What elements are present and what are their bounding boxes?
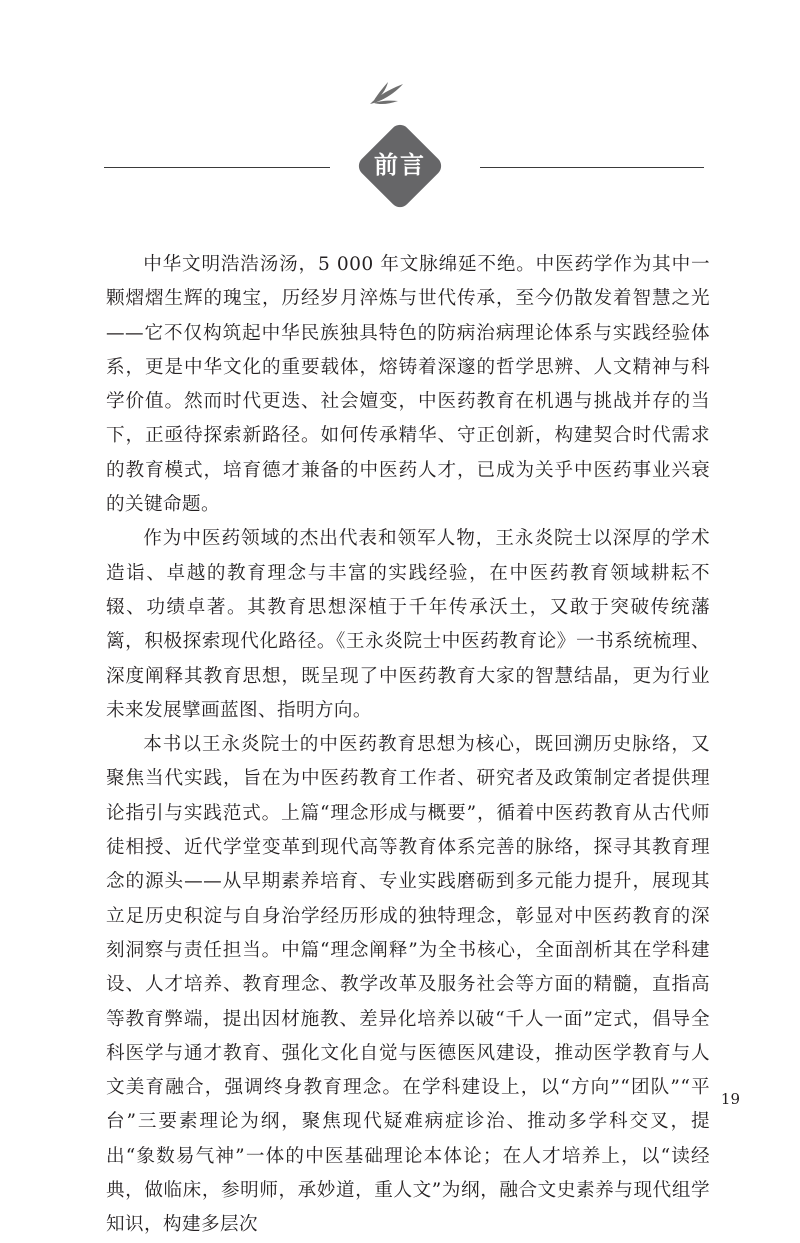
paragraph: 中华文明浩浩汤汤，5 000 年文脉绵延不绝。中医药学作为其中一颗熠熠生辉的瑰宝，历经岁月淬炼与世代传承，至今仍散发着智慧之光——它不仅构筑起中华民族独具特色的防病治病理论体系与实践经验体系，更是中华文化的重要载体，熔铸着深邃的哲学思辨、人文精神与科学价值。然而时代更迭、社会嬗变，中医药教育在机遇与挑战并存的当下，正亟待探索新路径。如何传承精华、守正创新，构建契合时代需求的教育模式，培育德才兼备的中医药人才，已成为关乎中医药事业兴衰的关键命题。 bbox=[106, 254, 710, 516]
bamboo-leaf-icon bbox=[368, 80, 406, 106]
chapter-header bbox=[0, 110, 800, 220]
chapter-title: 前言 bbox=[374, 150, 426, 179]
title-badge bbox=[355, 121, 445, 211]
preface-body bbox=[106, 248, 710, 1243]
header-rule-right bbox=[480, 167, 704, 168]
page-number: 19 bbox=[720, 1090, 740, 1108]
paragraph: 作为中医药领域的杰出代表和领军人物，王永炎院士以深厚的学术造诣、卓越的教育理念与丰富的实践经验，在中医药教育领域耕耘不辍、功绩卓著。其教育思想深植于千年传承沃土，又敢于突破传统藩篱，积极探索现代化路径。《王永炎院士中医药教育论》一书系统梳理、深度阐释其教育思想，既呈现了中医药教育大家的智慧结晶，更为行业未来发展擘画蓝图、指明方向。 bbox=[106, 528, 710, 721]
header-rule-left bbox=[104, 167, 330, 168]
paragraph: 本书以王永炎院士的中医药教育思想为核心，既回溯历史脉络，又聚焦当代实践，旨在为中医药教育工作者、研究者及政策制定者提供理论指引与实践范式。上篇“理念形成与概要”，循着中医药教育从古代师徒相授、近代学堂变革到现代高等教育体系完善的脉络，探寻其教育理念的源头——从早期素养培育、专业实践磨砺到多元能力提升，展现其立足历史积淀与自身治学经历形成的独特理念，彰显对中医药教育的深刻洞察与责任担当。中篇“理念阐释”为全书核心，全面剖析其在学科建设、人才培养、教育理念、教学改革及服务社会等方面的精髓，直指高等教育弊端，提出因材施教、差异化培养以破“千人一面”定式，倡导全科医学与通才教育、强化文化自觉与医德医风建设，推动医学教育与人文美育融合，强调终身教育理念。在学科建设上，以“方向”“团队”“平台”三要素理论为纲，聚焦现代疑难病症诊治、推动多学科交叉，提出“象数易气神”一体的中医基础理论本体论；在人才培养上，以“读经典，做临床，参明师，承妙道，重人文”为纲，融合文史素养与现代组学知识，构建多层次 bbox=[106, 734, 710, 1236]
